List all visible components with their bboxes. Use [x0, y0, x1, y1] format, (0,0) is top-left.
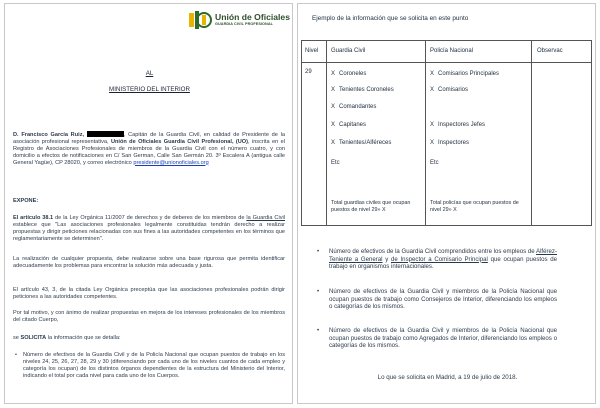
- addressee-label: AL: [145, 70, 154, 77]
- inspector-comisario-range: de Inspector a Comisario Principal: [391, 255, 488, 263]
- request-bullet-3-text: Número de efectivos de la Guardia Civil y miembros de la Policía Nacional que ocupan puestos de trabajo como Consejeros de Interior, diferenciando los empleos o categorías de los mismos.: [329, 288, 557, 311]
- request-bullet-3: [317, 288, 557, 311]
- request-bullet-4: [317, 327, 557, 350]
- intro-paragraph: [13, 131, 285, 167]
- article-38-paragraph: [13, 215, 285, 243]
- ministry-title: MINISTERIO DEL INTERIOR: [109, 86, 190, 93]
- article-38-ref: El artículo 38.1: [13, 215, 54, 221]
- closing-line: Lo que se solicita en Madrid, a 19 de julio de 2018.: [377, 374, 518, 381]
- gc-row-2: X Tenientes Coroneles: [331, 87, 394, 93]
- request-bullet-1-text: Número de efectivos de la Guardia Civil y de la Policía Nacional que ocupan puestos de trabajo en los niveles 24, 25, 26, 27, 28, 29 y 30 (diferenciando por cada uno de los niveles cuantos de cada empleo y categoría los ocupan) de los distintos órganos dependientes de la estructura del Ministerio del Interior, indicando el total por cada nivel para cada uno de los Cuerpos.: [23, 352, 285, 379]
- gc-total: Total guardias civiles que ocupan puestos de nivel 29» X: [331, 200, 411, 213]
- pn-total: Total policías que ocupan puestos de nivel 29» X: [430, 200, 519, 213]
- alferez-general-range: Alférez-Teniente a General: [329, 248, 558, 263]
- solicita-line: [13, 335, 285, 342]
- request-bullet-2: • Número de efectivos de la Guardia Civil comprendidos entre los empleos de Alférez-Teniente a General y de Inspector a Comisario Principal que ocupan puestos de trabajo en organismos internacionales.: [317, 248, 558, 271]
- solicita-pre: se: [13, 335, 21, 341]
- article-38-mid: de la Ley Orgánica 11/2007 de derechos y de deberes de los miembros de: [53, 215, 245, 221]
- motive-paragraph: Por tal motivo, y con ánimo de realizar propuestas en mejora de los intereses profesionales de los miembros del citado Cuerpo,: [13, 310, 285, 323]
- union-oficiales-logo: [188, 9, 290, 31]
- example-table: [301, 40, 592, 226]
- intro-part2: , inscrita en el Registro de Asociaciones Profesionales de miembros de la Guardia Civil con el número cuatro, y con domicilio a efectos de notificaciones en C/ San German, Calle San Germán 20. 3º Escalera A (antigua calle General Yagüe), CP 28020, y correo electrónico: [13, 138, 286, 166]
- header-guardia-civil: Guardia Civil: [331, 48, 366, 54]
- pn-row-5: X Inspectores: [430, 140, 470, 146]
- pn-row-4: X Inspectores Jefes: [430, 122, 486, 128]
- level-cell: 29: [305, 69, 312, 75]
- article-38-law: la Guardia Civil: [246, 215, 285, 221]
- gc-row-5: X Tenientes/Alféreces: [331, 140, 392, 146]
- pn-etc: Etc: [430, 160, 439, 166]
- gc-row-3: X Comandantes: [331, 104, 377, 110]
- pn-row-1: X Comisarios Principales: [430, 71, 500, 77]
- bullet-icon: •: [317, 248, 320, 255]
- gc-row-1: X Coroneles: [331, 71, 367, 77]
- header-observaciones: Observac: [537, 48, 563, 54]
- logo-subtitle: GUARDIA CIVIL PROFESIONAL: [215, 21, 273, 26]
- solicita-word: SOLICITA: [20, 335, 47, 341]
- sender-name: D. Francisco García Ruiz,: [13, 132, 85, 138]
- gc-etc: Etc: [331, 160, 340, 166]
- proposal-paragraph: La realización de cualquier propuesta, debe realizarse sobre una base rigurosa que permita identificar adecuadamente los problemas para encontrar la solución más adecuada y justa.: [13, 256, 285, 269]
- organization-name: Unión de Oficiales Guardia Civil Profesional, (UO): [110, 138, 249, 145]
- logo-name: Unión de Oficiales: [215, 12, 290, 23]
- bullet-icon: •: [317, 288, 320, 295]
- pn-row-2: X Comisarios: [430, 87, 469, 93]
- emblem-icon: [188, 9, 212, 31]
- request-bullet-4-text: Número de efectivos de la Guardia Civil y miembros de la Policía Nacional que ocupan puestos de trabajo como Agregados de Interior, diferenciando los empleos o categorías de los mismos.: [329, 327, 557, 350]
- solicita-post: la información que se detalla:: [46, 335, 121, 341]
- article-43-paragraph: El artículo 43, 3, de la citada Ley Orgánica preceptúa que las asociaciones profesionales podrán dirigir peticiones a las autoridades competentes.: [13, 287, 285, 300]
- right-document-page: [297, 3, 596, 404]
- example-caption: Ejemplo de la información que se solicita en este punto: [312, 15, 469, 22]
- redaction-block: [87, 131, 124, 137]
- header-policia-nacional: Policía Nacional: [430, 48, 474, 54]
- bullet-icon: •: [15, 352, 17, 358]
- request-bullet-1: [15, 352, 285, 380]
- left-document-page: [4, 3, 293, 404]
- bullet-icon: •: [317, 327, 320, 334]
- article-38-rest: establece que "Las asociaciones profesionales legalmente constituidas tendrán derecho a realizar propuestas y dirigir peticiones relacionadas con sus fines a las autoridades competentes en los términos que reglamentariamente se determinen".: [13, 221, 285, 242]
- email-link[interactable]: presidente@unionoficiales.org: [133, 159, 209, 166]
- expone-heading: EXPONE:: [13, 198, 39, 204]
- gc-row-4: X Capitanes: [331, 122, 367, 128]
- header-nivel: Nivel: [305, 48, 319, 54]
- intro-part1: , Capitán de la Guardia Civil, en calidad de Presidente de la asociación profesional representativa,: [13, 132, 286, 145]
